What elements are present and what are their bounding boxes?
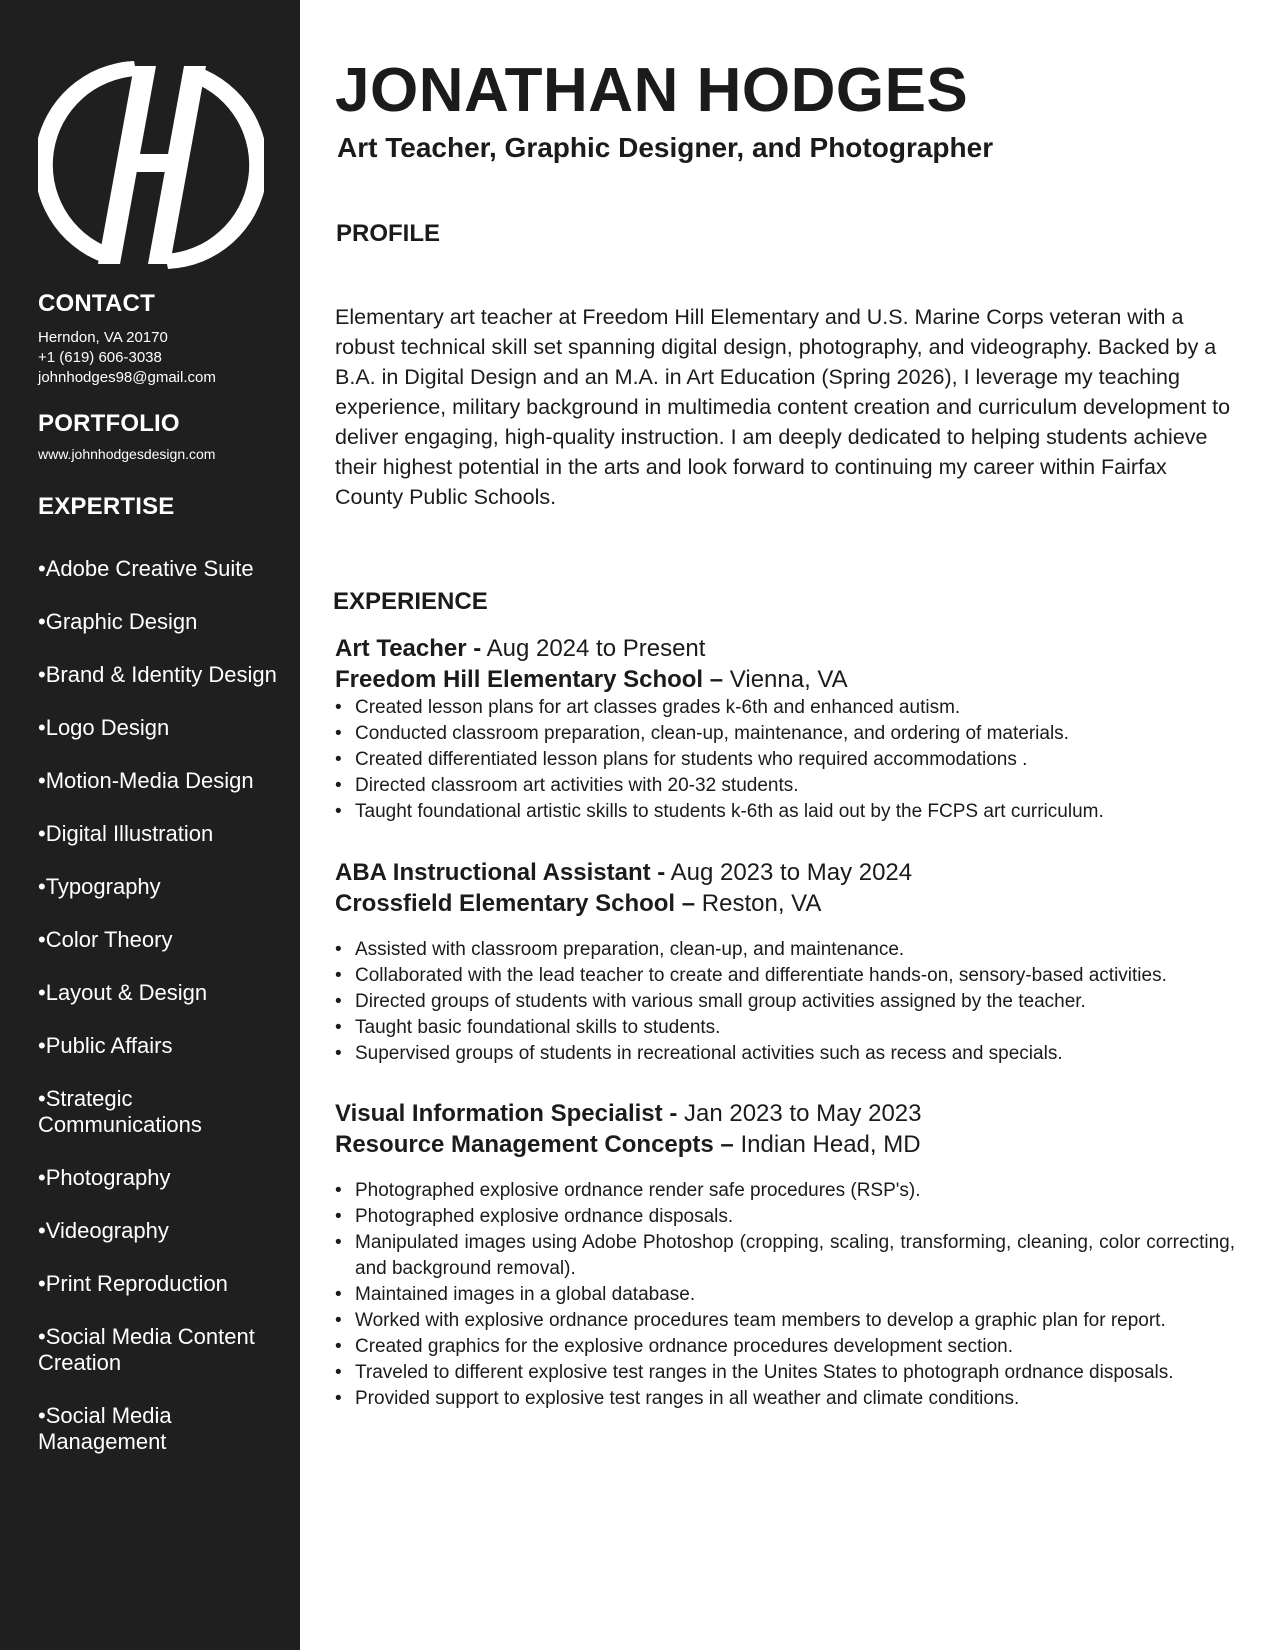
job-bullet: • Directed classroom art activities with 20-32 students. xyxy=(335,773,1235,799)
candidate-tagline: Art Teacher, Graphic Designer, and Photographer xyxy=(337,132,994,163)
job-dates: Aug 2023 to May 2024 xyxy=(670,859,913,886)
expertise-heading: EXPERTISE xyxy=(38,493,175,520)
job-bullet: • Worked with explosive ordnance procedures team members to develop a graphic plan for report. xyxy=(335,1308,1235,1334)
job-location: Vienna, VA xyxy=(729,666,848,693)
job-bullet: • Created differentiated lesson plans for students who required accommodations . xyxy=(335,747,1235,773)
job-org: Freedom Hill Elementary School – xyxy=(335,666,724,693)
job-bullet: • Directed groups of students with various small group activities assigned by the teacher. xyxy=(335,989,1235,1015)
job-bullet: • Taught foundational artistic skills to students k-6th as laid out by the FCPS art curriculum. xyxy=(335,799,1235,825)
job-title-line xyxy=(335,633,1235,664)
expertise-item: •Videography xyxy=(38,1218,169,1243)
job-title: Visual Information Specialist - xyxy=(335,1100,678,1127)
job-title-line xyxy=(335,1098,1235,1129)
contact-address: Herndon, VA 20170 xyxy=(38,329,168,346)
job-location: Indian Head, MD xyxy=(740,1131,921,1158)
experience-heading: EXPERIENCE xyxy=(333,588,488,615)
job-dates: Jan 2023 to May 2023 xyxy=(683,1100,922,1127)
job-bullet: • Photographed explosive ordnance disposals. xyxy=(335,1204,1235,1230)
portfolio-heading: PORTFOLIO xyxy=(38,410,180,437)
profile-heading: PROFILE xyxy=(336,220,441,247)
expertise-item: •Typography xyxy=(38,874,161,899)
job-bullet: • Assisted with classroom preparation, clean-up, and maintenance. xyxy=(335,937,1235,963)
job-bullet: • Provided support to explosive test ranges in all weather and climate conditions. xyxy=(335,1386,1235,1412)
job-bullets xyxy=(335,695,1235,825)
expertise-item: •Social Media Content Creation xyxy=(38,1324,255,1375)
job-bullet: • Created lesson plans for art classes grades k-6th and enhanced autism. xyxy=(335,695,1235,721)
expertise-item: •Digital Illustration xyxy=(38,821,214,846)
job-location: Reston, VA xyxy=(701,890,822,917)
job-bullet: • Photographed explosive ordnance render safe procedures (RSP's). xyxy=(335,1178,1235,1204)
contact-heading: CONTACT xyxy=(38,290,155,317)
expertise-item: •Layout & Design xyxy=(38,980,208,1005)
expertise-item: •Print Reproduction xyxy=(38,1271,228,1296)
job-org-line xyxy=(335,664,1235,695)
contact-section xyxy=(38,290,288,388)
expertise-item: •Color Theory xyxy=(38,927,173,952)
expertise-item: •Motion-Media Design xyxy=(38,768,254,793)
profile-text: Elementary art teacher at Freedom Hill Elementary and U.S. Marine Corps veteran with a robust technical skill set spanning digital design, photography, and videography. Backed by a B.A. in Digital Design and an M.A. in Art Education (Spring 2026), I leverage my teaching experience, military background in multimedia content creation and curriculum development to deliver engaging, high-quality instruction. I am deeply dedicated to helping students achieve their highest potential in the arts and look forward to continuing my career within Fairfax County Public Schools. xyxy=(335,305,1231,509)
job-title-line xyxy=(335,857,1235,888)
portfolio-section xyxy=(38,410,288,464)
job-bullet: • Collaborated with the lead teacher to create and differentiate hands-on, sensory-based activities. xyxy=(335,963,1235,989)
job-dates: Aug 2024 to Present xyxy=(486,635,706,662)
expertise-item: •Brand & Identity Design xyxy=(38,662,277,687)
logo-monogram-icon xyxy=(38,52,264,278)
job-entry xyxy=(335,857,1235,1067)
job-bullet: • Taught basic foundational skills to students. xyxy=(335,1015,1235,1041)
expertise-item: •Photography xyxy=(38,1165,171,1190)
contact-phone: +1 (619) 606-3038 xyxy=(38,349,162,366)
expertise-item: •Strategic Communications xyxy=(38,1086,202,1137)
candidate-name: JONATHAN HODGES xyxy=(335,56,969,125)
expertise-item: •Adobe Creative Suite xyxy=(38,556,254,581)
job-bullets xyxy=(335,937,1235,1067)
job-org: Crossfield Elementary School – xyxy=(335,890,696,917)
job-bullet: • Manipulated images using Adobe Photoshop (cropping, scaling, transforming, cleaning, color correcting, and background removal). xyxy=(335,1230,1235,1282)
expertise-item: •Logo Design xyxy=(38,715,170,740)
job-org: Resource Management Concepts – xyxy=(335,1131,734,1158)
sidebar xyxy=(0,0,300,1650)
job-title: ABA Instructional Assistant - xyxy=(335,859,666,886)
expertise-item: •Social Media Management xyxy=(38,1403,172,1454)
expertise-item: •Graphic Design xyxy=(38,609,198,634)
portfolio-link[interactable]: www.johnhodgesdesign.com xyxy=(38,446,216,462)
job-org-line xyxy=(335,888,1235,919)
job-bullet: • Maintained images in a global database. xyxy=(335,1282,1235,1308)
job-bullet: • Conducted classroom preparation, clean-up, maintenance, and ordering of materials. xyxy=(335,721,1235,747)
expertise-list xyxy=(38,556,278,1482)
job-title: Art Teacher - xyxy=(335,635,482,662)
job-bullet: • Supervised groups of students in recreational activities such as recess and specials. xyxy=(335,1041,1235,1067)
expertise-section xyxy=(38,493,288,521)
job-bullet: • Traveled to different explosive test ranges in the Unites States to photograph ordnance disposals. xyxy=(335,1360,1235,1386)
job-bullets xyxy=(335,1178,1235,1412)
job-org-line xyxy=(335,1129,1235,1160)
contact-email[interactable]: johnhodges98@gmail.com xyxy=(38,369,216,386)
job-entry xyxy=(335,1098,1235,1412)
expertise-item: •Public Affairs xyxy=(38,1033,173,1058)
job-entry xyxy=(335,633,1235,825)
job-bullet: • Created graphics for the explosive ordnance procedures development section. xyxy=(335,1334,1235,1360)
